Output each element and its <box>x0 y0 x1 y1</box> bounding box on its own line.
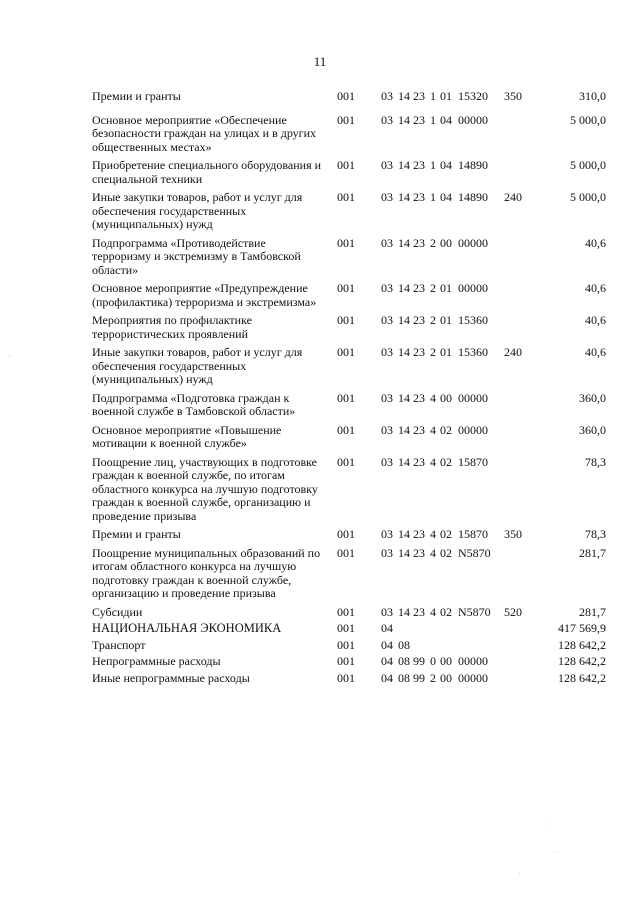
row-gr-code: 001 <box>337 345 355 359</box>
row-expense-type: 350 <box>504 527 522 541</box>
table-row <box>92 346 612 387</box>
row-subsection: 14 <box>398 235 410 250</box>
row-program: 23 <box>413 345 425 359</box>
row-subsection: 08 <box>398 654 410 668</box>
row-direction: 00000 <box>458 670 488 685</box>
row-amount: 40,6 <box>585 281 606 295</box>
table-row <box>92 314 612 341</box>
row-subprogram: 4 <box>430 604 436 619</box>
row-name: Транспорт <box>92 637 146 652</box>
row-gr-code: 001 <box>337 190 355 204</box>
row-subprogram: 4 <box>430 454 436 469</box>
row-name: Подпрограмма «Подготовка граждан к военной службе в Тамбовской области» <box>92 390 296 418</box>
row-activity: 02 <box>440 454 452 469</box>
row-direction: 00000 <box>458 235 488 250</box>
row-activity: 01 <box>440 281 452 295</box>
row-subprogram: 0 <box>430 654 436 668</box>
row-activity: 00 <box>440 235 452 250</box>
row-direction: N5870 <box>458 604 491 619</box>
row-section: 03 <box>381 89 393 103</box>
row-section: 03 <box>381 527 393 541</box>
row-program: 23 <box>413 89 425 103</box>
row-gr-code: 001 <box>337 158 355 172</box>
row-activity: 02 <box>440 545 452 560</box>
table-row <box>92 90 612 104</box>
row-gr-code: 001 <box>337 235 355 250</box>
row-subsection: 14 <box>398 190 410 204</box>
row-gr-code: 001 <box>337 89 355 103</box>
row-direction: 15870 <box>458 454 488 469</box>
row-direction: 14890 <box>458 190 488 204</box>
row-amount: 417 569,9 <box>558 621 606 635</box>
row-name: Иные закупки товаров, работ и услуг для обеспечения государственных (муниципальных) нужд <box>92 345 303 386</box>
row-program: 23 <box>413 235 425 250</box>
row-section: 03 <box>381 545 393 560</box>
row-gr-code: 001 <box>337 637 355 652</box>
row-section: 03 <box>381 604 393 619</box>
row-amount: 78,3 <box>585 527 606 541</box>
row-name: Приобретение специального оборудования и специальной техники <box>92 158 322 186</box>
row-activity: 00 <box>440 670 452 685</box>
row-program: 23 <box>413 158 425 172</box>
budget-table <box>92 90 612 685</box>
table-row <box>92 672 612 686</box>
scan-artifact: · <box>8 352 11 361</box>
row-gr-code: 001 <box>337 604 355 619</box>
row-amount: 281,7 <box>579 604 606 619</box>
table-row <box>92 159 612 186</box>
row-amount: 281,7 <box>579 545 606 560</box>
row-subprogram: 1 <box>430 158 436 172</box>
row-program: 23 <box>413 604 425 619</box>
row-direction: 15870 <box>458 527 488 541</box>
row-section: 03 <box>381 390 393 405</box>
scan-artifact: · <box>518 870 521 879</box>
row-direction: 00000 <box>458 112 488 127</box>
row-name: Субсидии <box>92 604 143 619</box>
row-activity: 04 <box>440 112 452 127</box>
row-amount: 128 642,2 <box>558 670 606 685</box>
row-program: 23 <box>413 112 425 127</box>
row-name: Поощрение лиц, участвующих в подготовке граждан к военной службе, по итогам областного конкурса на лучшую подготовку граждан к военной службе, организацию и проведение призыва <box>92 454 318 523</box>
table-row <box>92 528 612 542</box>
row-amount: 5 000,0 <box>570 112 606 127</box>
row-expense-type: 350 <box>504 89 522 103</box>
table-row <box>92 655 612 669</box>
row-amount: 78,3 <box>585 454 606 469</box>
row-amount: 310,0 <box>579 89 606 103</box>
row-subsection: 14 <box>398 454 410 469</box>
row-subsection: 14 <box>398 604 410 619</box>
row-subprogram: 1 <box>430 190 436 204</box>
row-expense-type: 520 <box>504 604 522 619</box>
row-program: 23 <box>413 313 425 327</box>
row-section: 03 <box>381 190 393 204</box>
row-section: 04 <box>381 637 393 652</box>
row-amount: 128 642,2 <box>558 637 606 652</box>
row-expense-type: 240 <box>504 190 522 204</box>
row-activity: 01 <box>440 89 452 103</box>
row-name: Иные закупки товаров, работ и услуг для обеспечения государственных (муниципальных) нужд <box>92 190 303 231</box>
row-gr-code: 001 <box>337 454 355 469</box>
row-section: 03 <box>381 454 393 469</box>
row-subprogram: 2 <box>430 313 436 327</box>
row-subsection: 14 <box>398 281 410 295</box>
row-section: 03 <box>381 422 393 437</box>
row-amount: 40,6 <box>585 313 606 327</box>
row-name: Иные непрограммные расходы <box>92 670 250 685</box>
row-activity: 01 <box>440 313 452 327</box>
row-name: Премии и гранты <box>92 527 181 541</box>
row-name: Непрограммные расходы <box>92 654 221 668</box>
row-subprogram: 4 <box>430 422 436 437</box>
row-program: 23 <box>413 281 425 295</box>
row-amount: 360,0 <box>579 390 606 405</box>
table-row <box>92 392 612 419</box>
table-row <box>92 237 612 278</box>
row-program: 99 <box>413 670 425 685</box>
row-direction: 15360 <box>458 313 488 327</box>
row-amount: 5 000,0 <box>570 158 606 172</box>
row-subprogram: 2 <box>430 235 436 250</box>
row-subsection: 14 <box>398 545 410 560</box>
row-subsection: 14 <box>398 422 410 437</box>
row-activity: 02 <box>440 604 452 619</box>
row-subprogram: 1 <box>430 89 436 103</box>
row-program: 99 <box>413 654 425 668</box>
row-name: Премии и гранты <box>92 89 181 103</box>
row-program: 23 <box>413 454 425 469</box>
row-subprogram: 1 <box>430 112 436 127</box>
row-section: 04 <box>381 654 393 668</box>
row-section: 03 <box>381 112 393 127</box>
row-direction: 00000 <box>458 654 488 668</box>
row-program: 23 <box>413 422 425 437</box>
row-name: Подпрограмма «Противодействие терроризму и экстремизму в Тамбовской области» <box>92 235 301 277</box>
row-activity: 00 <box>440 390 452 405</box>
row-subsection: 14 <box>398 158 410 172</box>
row-program: 23 <box>413 390 425 405</box>
row-name: Основное мероприятие «Повышение мотивации к военной службе» <box>92 422 282 450</box>
row-subprogram: 2 <box>430 345 436 359</box>
row-section: 03 <box>381 345 393 359</box>
table-row <box>92 622 612 636</box>
row-name: НАЦИОНАЛЬНАЯ ЭКОНОМИКА <box>92 621 282 635</box>
row-gr-code: 001 <box>337 621 355 635</box>
row-amount: 5 000,0 <box>570 190 606 204</box>
row-name: Мероприятия по профилактике террористических проявлений <box>92 313 252 341</box>
row-gr-code: 001 <box>337 654 355 668</box>
row-program: 23 <box>413 190 425 204</box>
row-expense-type: 240 <box>504 345 522 359</box>
row-direction: 15320 <box>458 89 488 103</box>
row-direction: 14890 <box>458 158 488 172</box>
table-row <box>92 114 612 155</box>
row-activity: 00 <box>440 654 452 668</box>
table-row <box>92 191 612 232</box>
row-subprogram: 4 <box>430 527 436 541</box>
row-activity: 02 <box>440 422 452 437</box>
row-section: 03 <box>381 235 393 250</box>
row-gr-code: 001 <box>337 527 355 541</box>
row-program: 23 <box>413 545 425 560</box>
row-gr-code: 001 <box>337 281 355 295</box>
row-subsection: 14 <box>398 390 410 405</box>
row-direction: 15360 <box>458 345 488 359</box>
row-amount: 128 642,2 <box>558 654 606 668</box>
row-program: 23 <box>413 527 425 541</box>
row-name: Поощрение муниципальных образований по итогам областного конкурса на лучшую подготовку граждан к военной службе, организацию и проведение призыва <box>92 545 321 600</box>
row-name: Основное мероприятие «Предупреждение (профилактика) терроризма и экстремизма» <box>92 281 317 309</box>
row-section: 04 <box>381 670 393 685</box>
table-row <box>92 606 612 620</box>
row-activity: 04 <box>440 158 452 172</box>
row-subsection: 14 <box>398 527 410 541</box>
row-subsection: 14 <box>398 313 410 327</box>
row-gr-code: 001 <box>337 112 355 127</box>
table-row <box>92 424 612 451</box>
row-subprogram: 4 <box>430 545 436 560</box>
row-activity: 04 <box>440 190 452 204</box>
row-activity: 01 <box>440 345 452 359</box>
row-section: 03 <box>381 158 393 172</box>
row-subprogram: 2 <box>430 281 436 295</box>
row-direction: 00000 <box>458 281 488 295</box>
row-direction: 00000 <box>458 422 488 437</box>
table-row <box>92 282 612 309</box>
row-gr-code: 001 <box>337 422 355 437</box>
row-activity: 02 <box>440 527 452 541</box>
row-gr-code: 001 <box>337 390 355 405</box>
row-section: 03 <box>381 313 393 327</box>
row-direction: N5870 <box>458 545 491 560</box>
row-subsection: 14 <box>398 89 410 103</box>
row-section: 03 <box>381 281 393 295</box>
row-subprogram: 4 <box>430 390 436 405</box>
row-direction: 00000 <box>458 390 488 405</box>
row-section: 04 <box>381 621 393 635</box>
table-row <box>92 547 612 601</box>
row-subprogram: 2 <box>430 670 436 685</box>
scan-artifact: · <box>556 848 559 857</box>
row-gr-code: 001 <box>337 545 355 560</box>
row-subsection: 08 <box>398 637 410 652</box>
table-row <box>92 456 612 524</box>
row-name: Основное мероприятие «Обеспечение безопасности граждан на улицах и в других общественных местах» <box>92 112 317 154</box>
row-gr-code: 001 <box>337 313 355 327</box>
row-subsection: 14 <box>398 345 410 359</box>
scan-artifact: · <box>545 820 548 829</box>
table-row <box>92 639 612 653</box>
row-amount: 40,6 <box>585 235 606 250</box>
row-amount: 360,0 <box>579 422 606 437</box>
row-subsection: 14 <box>398 112 410 127</box>
page-number: 11 <box>313 54 327 69</box>
row-amount: 40,6 <box>585 345 606 359</box>
row-subsection: 08 <box>398 670 410 685</box>
row-gr-code: 001 <box>337 670 355 685</box>
